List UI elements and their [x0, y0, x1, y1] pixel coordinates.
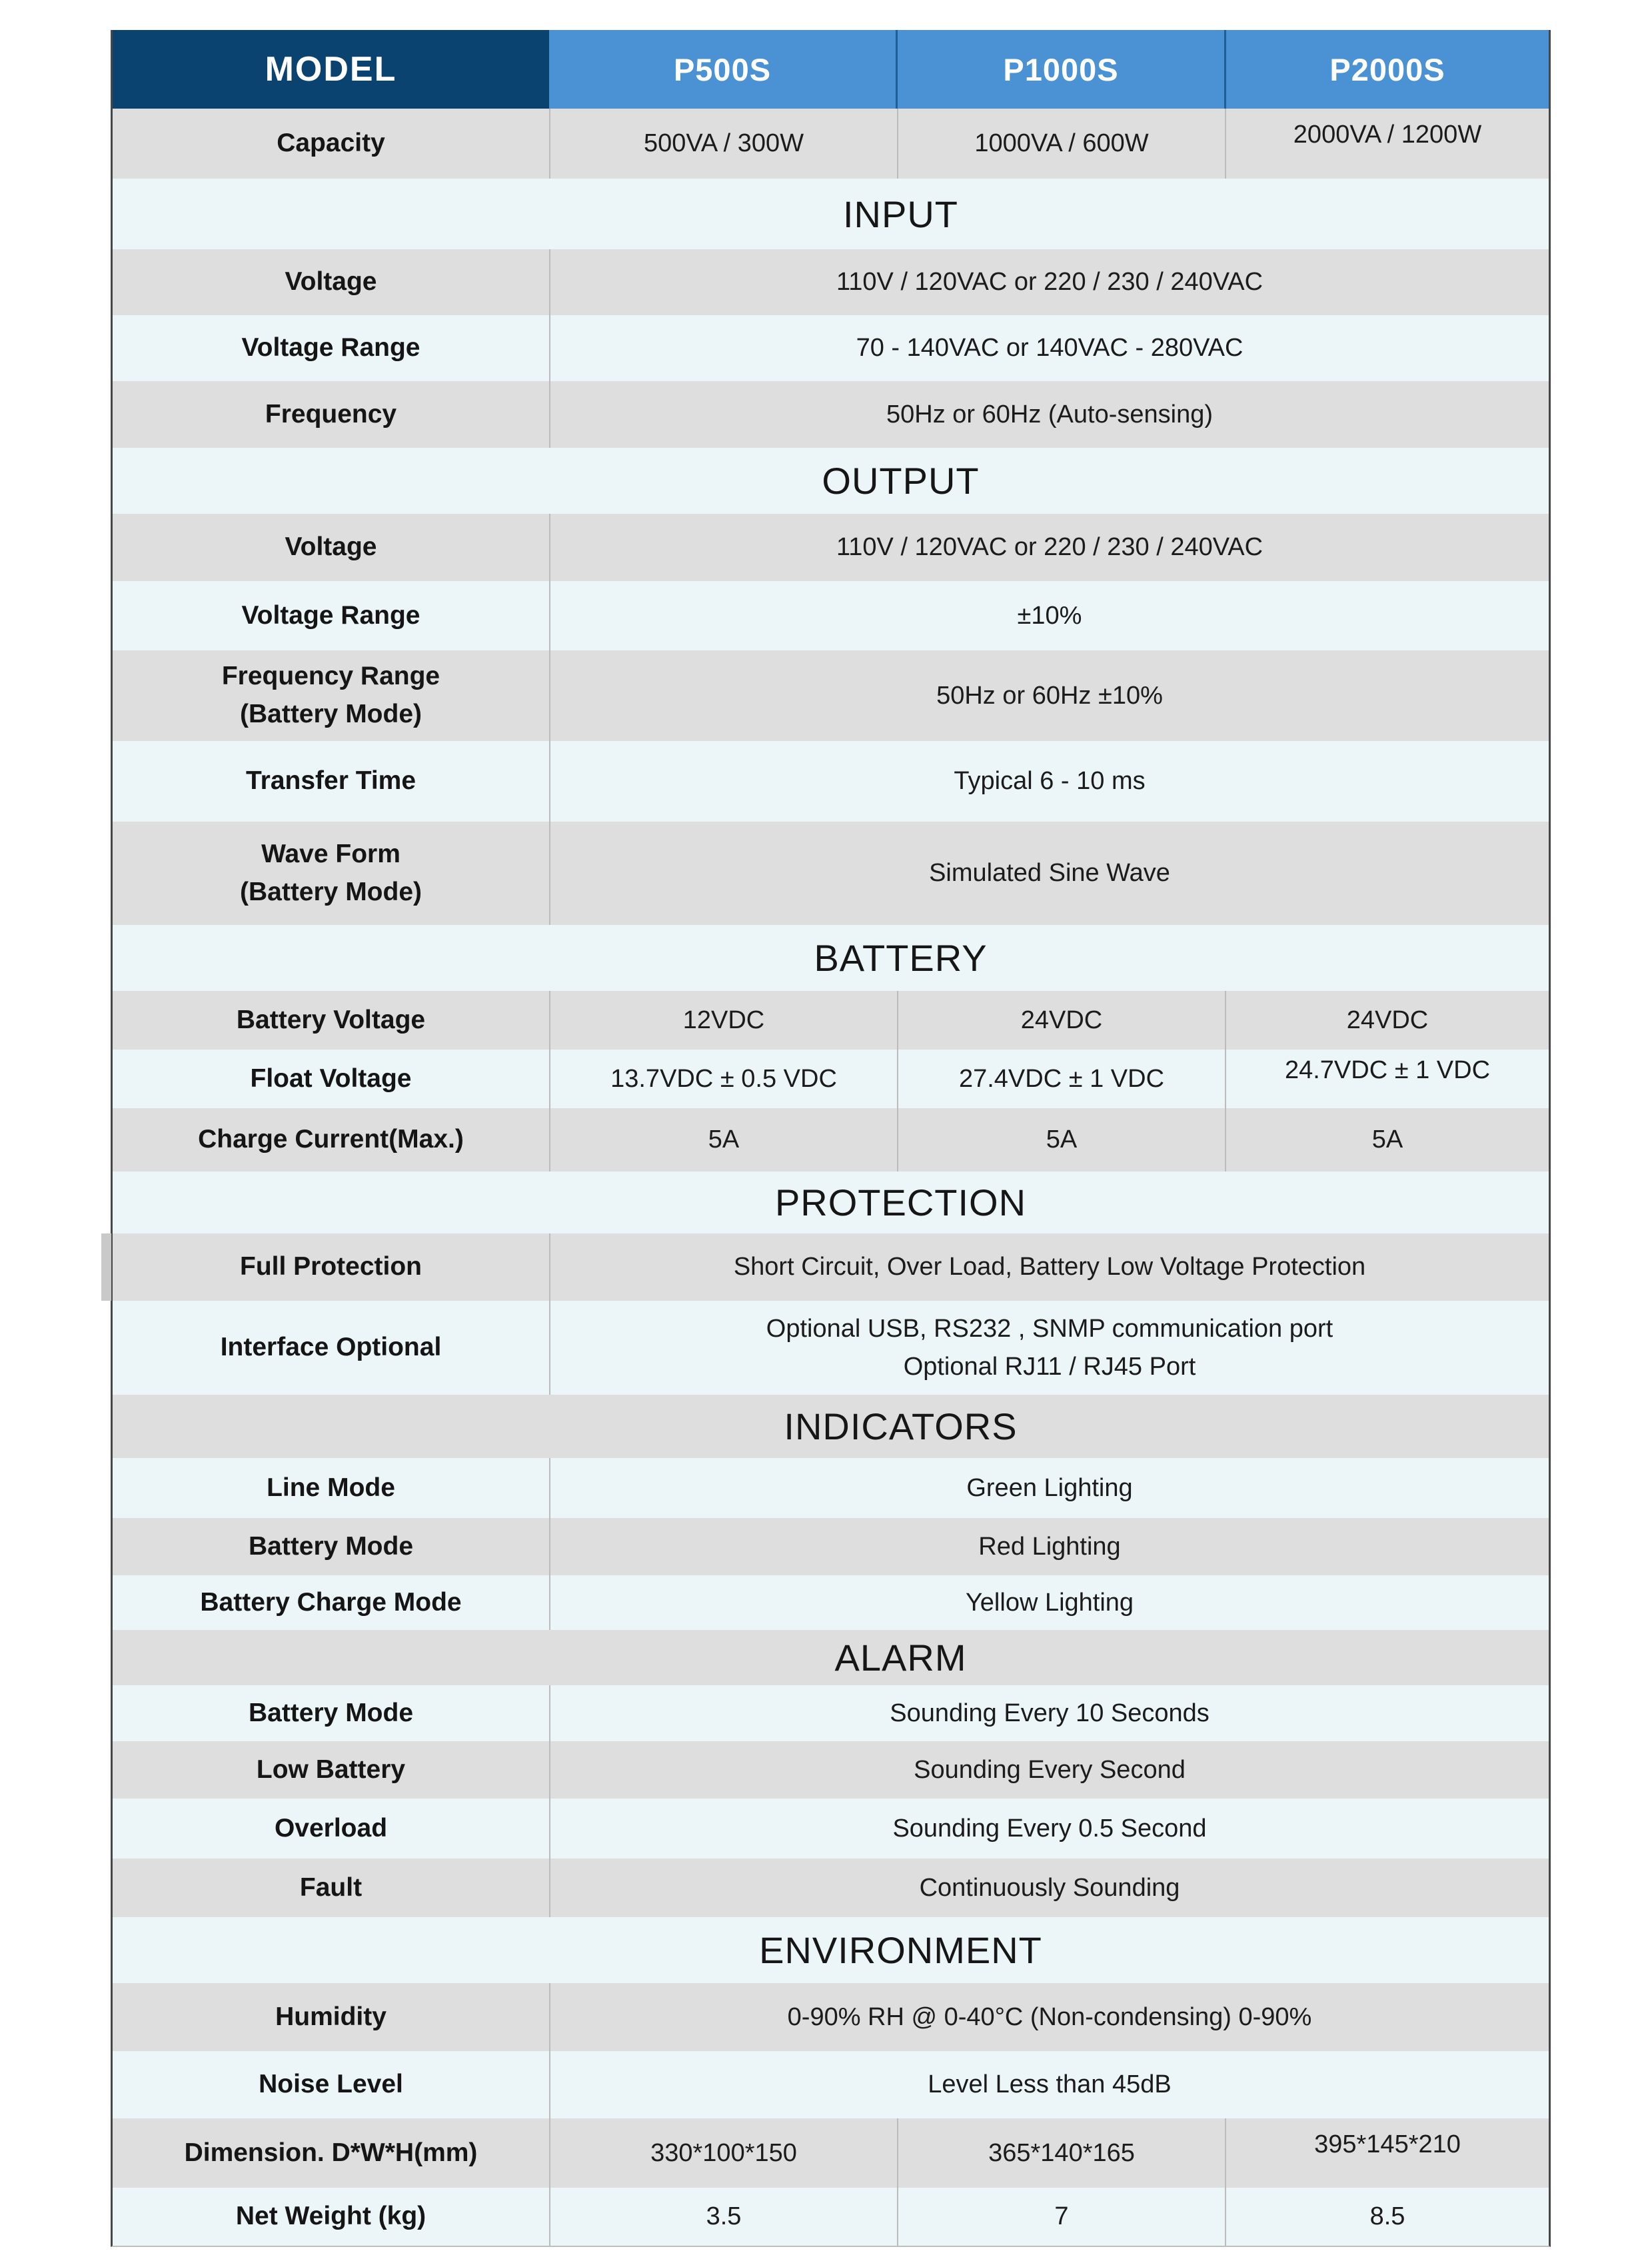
section-row-output [113, 448, 1549, 514]
section-row-alarm [113, 1630, 1549, 1685]
spec-table [111, 30, 1551, 2247]
row-value-text: Sounding Every 10 Seconds [890, 1699, 1210, 1727]
row-value-col1 [550, 1108, 897, 1171]
row-label [113, 1050, 550, 1108]
row-label [113, 2188, 550, 2246]
row-label-line: Voltage Range [241, 600, 420, 630]
row-label-line: Voltage Range [241, 333, 420, 363]
row-label [113, 1575, 550, 1630]
row-value-text: Sounding Every 0.5 Second [892, 1814, 1207, 1843]
row-value-text: Optional RJ11 / RJ45 Port [903, 1352, 1196, 1381]
row-value-text: 365*140*165 [988, 2138, 1135, 2167]
row-value [550, 381, 1549, 448]
row-values [550, 991, 1549, 1050]
table-header-row [113, 30, 1549, 109]
row-values [550, 2051, 1549, 2118]
row-label-line: Frequency [265, 399, 397, 428]
spec-row [113, 650, 1549, 741]
row-values [550, 249, 1549, 315]
row-values [550, 381, 1549, 448]
row-label [113, 381, 550, 448]
row-values [550, 1050, 1549, 1108]
spec-row [113, 1575, 1549, 1630]
row-value-text: Simulated Sine Wave [929, 859, 1170, 887]
row-value [550, 822, 1549, 925]
row-label [113, 514, 550, 581]
row-label-line: Low Battery [256, 1755, 406, 1784]
row-value-text: Optional USB, RS232 , SNMP communication port [766, 1314, 1333, 1343]
row-value [550, 741, 1549, 822]
row-value-text: 5A [1046, 1126, 1078, 1153]
spec-row [113, 2188, 1549, 2246]
spec-row [113, 381, 1549, 448]
row-values [550, 2188, 1549, 2246]
model-column-p1000s: P1000S [896, 30, 1224, 109]
row-label-line: Line Mode [267, 1473, 395, 1502]
spec-row [113, 2051, 1549, 2118]
row-label [113, 1685, 550, 1741]
spec-row [113, 1301, 1549, 1395]
row-values [550, 1859, 1549, 1917]
row-label [113, 741, 550, 822]
section-title: INDICATORS [784, 1405, 1018, 1447]
row-value-text: 24.7VDC ± 1 VDC [1284, 1056, 1491, 1084]
row-value-text: 5A [708, 1126, 740, 1153]
row-label-line: Transfer Time [245, 766, 416, 796]
row-value-text: 24VDC [1346, 1006, 1429, 1034]
spec-row [113, 1518, 1549, 1575]
row-values [550, 1518, 1549, 1575]
row-label-line: Wave Form [261, 839, 401, 868]
row-value-col3 [1225, 1050, 1549, 1108]
row-values [550, 315, 1549, 381]
model-header-cell: MODEL [113, 30, 549, 109]
row-label [113, 1741, 550, 1799]
section-title: ALARM [834, 1637, 967, 1679]
row-label-line: Float Voltage [250, 1064, 412, 1093]
row-value-col1 [550, 991, 897, 1050]
row-value-text: 8.5 [1369, 2202, 1405, 2230]
spec-row [113, 1685, 1549, 1741]
spec-row [113, 822, 1549, 925]
spec-row [113, 1799, 1549, 1859]
row-label-line: (Battery Mode) [239, 700, 422, 728]
row-value [550, 1575, 1549, 1630]
row-label-line: Full Protection [240, 1252, 422, 1281]
row-value-text: 3.5 [706, 2202, 742, 2230]
section-title: PROTECTION [774, 1181, 1027, 1223]
row-label [113, 1233, 550, 1301]
row-value-text: ±10% [1017, 601, 1082, 630]
row-value [550, 1741, 1549, 1799]
spec-row [113, 514, 1549, 581]
row-label [113, 822, 550, 925]
row-values [550, 1301, 1549, 1395]
row-values [550, 1458, 1549, 1518]
row-values [550, 1685, 1549, 1741]
row-label [113, 1859, 550, 1917]
row-values [550, 1108, 1549, 1171]
row-label-line: Charge Current(Max.) [198, 1125, 464, 1154]
row-label-line: Battery Charge Mode [200, 1587, 462, 1617]
row-value-text: 0-90% RH @ 0-40°C (Non-condensing) 0-90% [787, 2002, 1312, 2031]
row-label [113, 650, 550, 741]
row-label-line: Fault [299, 1873, 363, 1902]
section-title: ENVIRONMENT [759, 1929, 1042, 1971]
row-label-line: Interface Optional [220, 1333, 442, 1362]
row-value-col1 [550, 2188, 897, 2246]
row-value-text: 7 [1054, 2202, 1069, 2230]
section-row-environment [113, 1917, 1549, 1983]
row-values [550, 581, 1549, 650]
row-value-col3 [1225, 2188, 1549, 2246]
row-label-line: (Battery Mode) [239, 877, 422, 906]
row-value-col2 [897, 2188, 1225, 2246]
row-value-col1 [550, 2118, 897, 2188]
row-value [550, 650, 1549, 741]
row-values [550, 650, 1549, 741]
row-label-line: Voltage [285, 532, 377, 562]
spec-row [113, 315, 1549, 381]
row-label-line: Dimension. D*W*H(mm) [184, 2138, 478, 2167]
row-label-line: Battery Voltage [236, 1005, 426, 1034]
row-value-col2 [897, 109, 1225, 179]
row-label [113, 109, 550, 179]
row-value-col1 [550, 109, 897, 179]
row-value [550, 1301, 1549, 1395]
row-values [550, 1741, 1549, 1799]
row-label-line: Humidity [275, 2002, 387, 2031]
row-value [550, 1518, 1549, 1575]
row-values [550, 2118, 1549, 2188]
row-value-text: 5A [1371, 1126, 1403, 1153]
row-value-text: Short Circuit, Over Load, Battery Low Voltage Protection [733, 1253, 1366, 1281]
row-value [550, 514, 1549, 581]
row-value-text: 2000VA / 1200W [1293, 121, 1482, 149]
row-value-text: 50Hz or 60Hz (Auto-sensing) [886, 400, 1213, 428]
row-label-line: Frequency Range [221, 662, 440, 691]
row-value-text: Level Less than 45dB [928, 2070, 1172, 2098]
row-values [550, 1233, 1549, 1301]
spec-row [113, 1458, 1549, 1518]
row-value [550, 1859, 1549, 1917]
row-value-text: 395*145*210 [1314, 2130, 1461, 2158]
row-label [113, 1301, 550, 1395]
row-value [550, 2051, 1549, 2118]
row-value-text: 24VDC [1020, 1006, 1103, 1034]
section-row-battery [113, 925, 1549, 991]
spec-row [113, 109, 1549, 179]
row-label [113, 1799, 550, 1859]
row-value-text: 110V / 120VAC or 220 / 230 / 240VAC [836, 268, 1263, 296]
row-values [550, 822, 1549, 925]
row-value [550, 1458, 1549, 1518]
row-value [550, 1799, 1549, 1859]
row-value-col1 [550, 1050, 897, 1108]
row-value [550, 249, 1549, 315]
row-value-text: 330*100*150 [650, 2138, 797, 2167]
row-values [550, 514, 1549, 581]
row-value-col3 [1225, 1108, 1549, 1171]
row-label-line: Net Weight (kg) [235, 2202, 426, 2231]
row-value-col2 [897, 2118, 1225, 2188]
section-row-input [113, 179, 1549, 249]
row-values [550, 741, 1549, 822]
row-label-line: Noise Level [259, 2070, 403, 2099]
spec-row [113, 991, 1549, 1050]
spec-row [113, 2118, 1549, 2188]
row-label [113, 249, 550, 315]
row-value-text: 500VA / 300W [643, 129, 804, 157]
row-label [113, 2118, 550, 2188]
row-value-text: Yellow Lighting [965, 1588, 1134, 1617]
section-row-indicators [113, 1395, 1549, 1458]
row-value-col3 [1225, 991, 1549, 1050]
section-title: OUTPUT [822, 460, 980, 502]
spec-row [113, 741, 1549, 822]
row-label [113, 1518, 550, 1575]
spec-row [113, 1741, 1549, 1799]
row-values [550, 109, 1549, 179]
row-value-col3 [1225, 2118, 1549, 2188]
row-value-text: 27.4VDC ± 1 VDC [958, 1064, 1165, 1093]
row-value-text: 13.7VDC ± 0.5 VDC [610, 1064, 837, 1093]
row-value-col2 [897, 1108, 1225, 1171]
row-value-col3 [1225, 109, 1549, 179]
row-value-text: 110V / 120VAC or 220 / 230 / 240VAC [836, 533, 1263, 561]
row-value [550, 1233, 1549, 1301]
row-label [113, 991, 550, 1050]
spec-row [113, 1108, 1549, 1171]
row-label-line: Battery Mode [248, 1531, 414, 1561]
row-value-col2 [897, 991, 1225, 1050]
row-label [113, 581, 550, 650]
spec-row [113, 249, 1549, 315]
row-value [550, 315, 1549, 381]
spec-row [113, 581, 1549, 650]
row-label-line: Capacity [277, 129, 385, 158]
row-value [550, 1983, 1549, 2051]
row-value-col2 [897, 1050, 1225, 1108]
row-label-line: Overload [274, 1813, 388, 1843]
row-values [550, 1799, 1549, 1859]
row-value-text: 70 - 140VAC or 140VAC - 280VAC [856, 334, 1243, 362]
row-values [550, 1983, 1549, 2051]
row-label [113, 1458, 550, 1518]
row-value-text: 50Hz or 60Hz ±10% [936, 681, 1163, 710]
row-value-text: 1000VA / 600W [974, 129, 1149, 157]
row-value-text: Sounding Every Second [914, 1755, 1186, 1784]
model-column-p500s: P500S [549, 30, 896, 109]
section-title: BATTERY [814, 937, 988, 979]
row-value-text: Typical 6 - 10 ms [954, 767, 1146, 795]
row-value [550, 1685, 1549, 1741]
row-label [113, 1108, 550, 1171]
section-title: INPUT [843, 193, 958, 235]
row-label-line: Battery Mode [248, 1698, 414, 1727]
model-column-p2000s: P2000S [1224, 30, 1549, 109]
row-value-text: 12VDC [682, 1006, 765, 1034]
section-row-protection [113, 1171, 1549, 1233]
row-value [550, 581, 1549, 650]
row-label [113, 1983, 550, 2051]
row-value-text: Green Lighting [966, 1473, 1133, 1502]
spec-row [113, 1233, 1549, 1301]
spec-row [113, 1859, 1549, 1917]
row-value-text: Continuously Sounding [919, 1873, 1180, 1902]
row-label-line: Voltage [285, 267, 377, 297]
row-label [113, 315, 550, 381]
spec-rows [113, 109, 1549, 2246]
spec-row [113, 1983, 1549, 2051]
row-label [113, 2051, 550, 2118]
spec-row [113, 1050, 1549, 1108]
row-value-text: Red Lighting [978, 1532, 1121, 1561]
row-values [550, 1575, 1549, 1630]
